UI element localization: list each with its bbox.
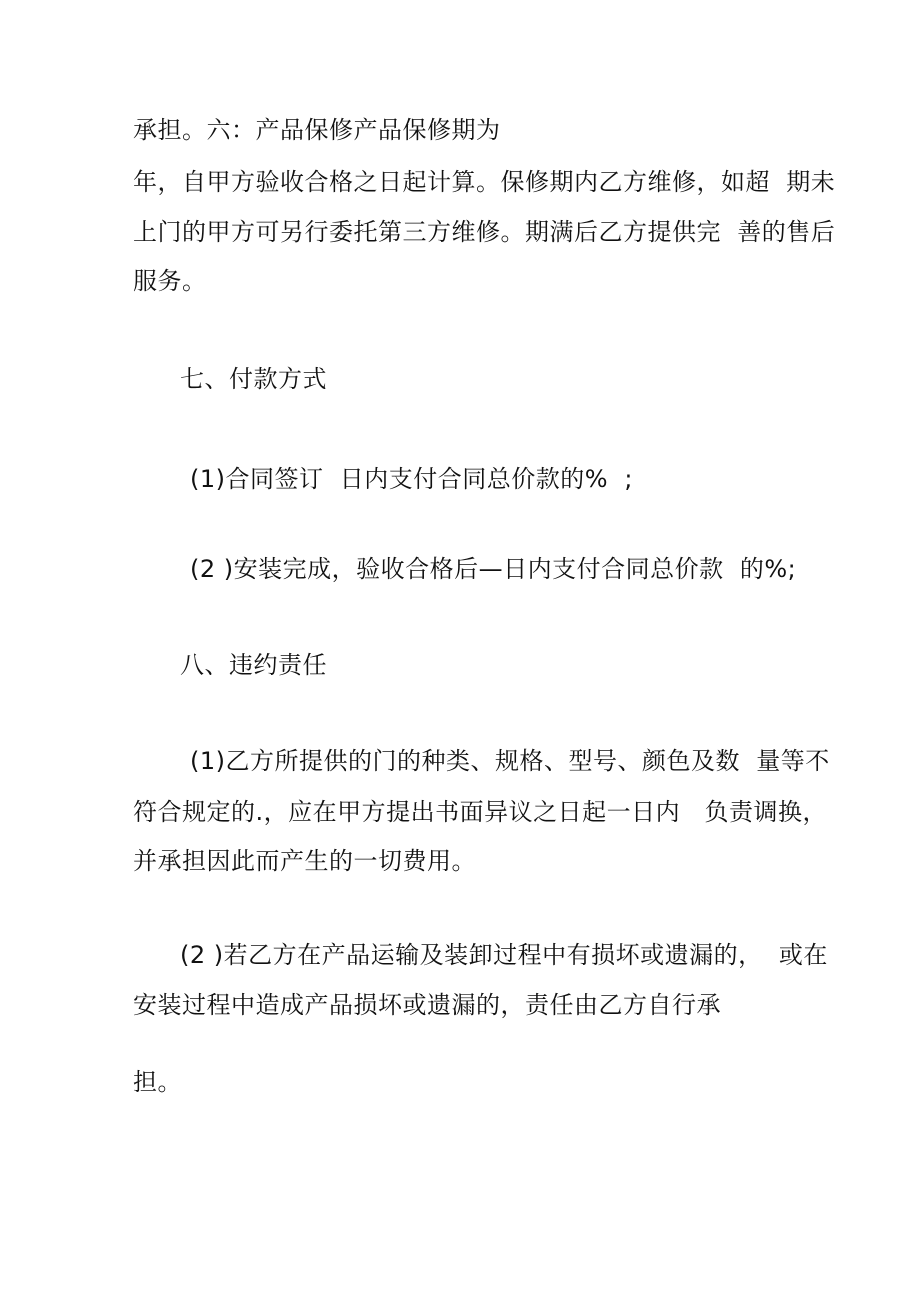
liability-item1-line-1: (1)乙方所提供的门的种类、规格、型号、颜色及数 量等不 (190, 747, 830, 775)
warranty-line-4: 服务。 (133, 267, 207, 295)
payment-item-1: (1)合同签订 日内支付合同总价款的% ; (190, 465, 633, 493)
liability-item2-line-1: (2 )若乙方在产品运输及装卸过程中有损坏或遗漏的， 或在 (180, 941, 828, 969)
payment-item-2: (2 )安装完成，验收合格后—日内支付合同总价款 的%; (190, 555, 797, 583)
liability-item1-line-3: 并承担因此而产生的一切费用。 (133, 847, 476, 875)
liability-item2-line-2: 安装过程中造成产品损坏或遗漏的，责任由乙方自行承 (133, 991, 721, 1019)
warranty-line-3: 上门的甲方可另行委托第三方维修。期满后乙方提供完 善的售后 (133, 218, 836, 246)
liability-heading: 八、违约责任 (180, 651, 327, 679)
liability-item2-line-3: 担。 (133, 1068, 182, 1096)
warranty-line-1: 承担。六：产品保修产品保修期为 (133, 116, 501, 144)
liability-item1-line-2: 符合规定的.，应在甲方提出书面异议之日起一日内 负责调换， (133, 798, 828, 826)
warranty-line-2: 年，自甲方验收合格之日起计算。保修期内乙方维修，如超 期未 (133, 168, 836, 196)
payment-heading: 七、付款方式 (180, 365, 327, 393)
